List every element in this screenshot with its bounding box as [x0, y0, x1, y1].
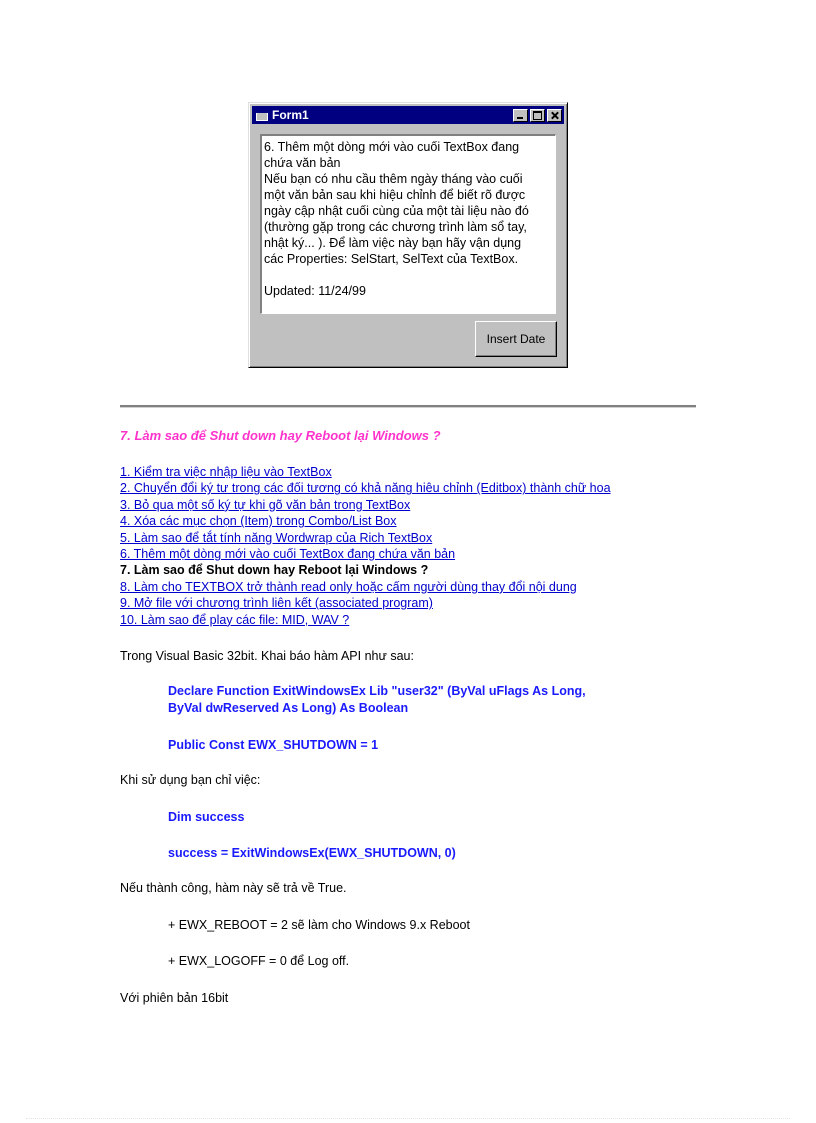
maximize-icon[interactable]	[530, 109, 545, 122]
toc-link-10[interactable]: 10. Làm sao để play các file: MID, WAV ?	[120, 612, 350, 627]
window-title: Form1	[272, 108, 309, 122]
version16-paragraph: Với phiên bản 16bit	[120, 991, 229, 1005]
toc-link-1[interactable]: 1. Kiểm tra việc nhập liệu vào TextBox	[120, 465, 332, 479]
textbox-line: Nếu bạn có nhu cầu thêm ngày tháng vào cuối	[264, 172, 523, 186]
page-bottom-border	[26, 1118, 790, 1119]
form1-window	[248, 102, 568, 368]
toc-link-6[interactable]: 6. Thêm một dòng mới vào cuối TextBox đang chứa văn bản	[120, 547, 456, 562]
form-app-icon	[255, 108, 269, 122]
close-icon[interactable]	[547, 109, 562, 122]
toc-link-9[interactable]: 9. Mở file với chương trình liên kết (associated program)	[120, 596, 433, 611]
section-heading: 7. Làm sao để Shut down hay Reboot lại Windows ?	[120, 428, 441, 443]
call-code-line: success = ExitWindowsEx(EWX_SHUTDOWN, 0)	[168, 846, 456, 860]
table-of-contents	[120, 464, 611, 628]
horizontal-rule	[120, 405, 696, 408]
declare-code-block	[168, 683, 586, 717]
toc-current-item: 7. Làm sao để Shut down hay Reboot lại Windows ?	[120, 563, 429, 578]
textbox-line: chứa văn bản	[264, 156, 341, 170]
code-line: ByVal dwReserved As Long) As Boolean	[168, 701, 409, 715]
toc-link-3[interactable]: 3. Bỏ qua một số ký tự khi gõ văn bản trong TextBox	[120, 497, 411, 512]
textbox-line: các Properties: SelStart, SelText của TextBox.	[264, 252, 519, 266]
result-paragraph: Nếu thành công, hàm này sẽ trả về True.	[120, 881, 347, 895]
usage-paragraph: Khi sử dụng bạn chỉ việc:	[120, 773, 261, 787]
toc-link-5[interactable]: 5. Làm sao để tắt tính năng Wordwrap của Rich TextBox	[120, 530, 433, 545]
const-code-line: Public Const EWX_SHUTDOWN = 1	[168, 738, 379, 752]
toc-link-2[interactable]: 2. Chuyển đổi ký tự trong các đối tượng có khả năng hiệu chỉnh (Editbox) thành chữ hoa	[120, 481, 611, 496]
textbox-line: (thường gặp trong các chương trình làm sổ tay,	[264, 220, 527, 234]
textbox-line: Updated: 11/24/99	[264, 284, 366, 298]
dim-code-line: Dim success	[168, 810, 245, 824]
logoff-note: + EWX_LOGOFF = 0 để Log off.	[168, 954, 350, 968]
toc-link-8[interactable]: 8. Làm cho TEXTBOX trở thành read only hoặc cấm người dùng thay đổi nội dung	[120, 579, 577, 594]
intro-paragraph: Trong Visual Basic 32bit. Khai báo hàm API như sau:	[120, 649, 414, 663]
form1-titlebar[interactable]	[252, 106, 564, 124]
multiline-textbox[interactable]	[260, 134, 556, 314]
minimize-icon[interactable]	[513, 109, 528, 122]
toc-link-4[interactable]: 4. Xóa các mục chọn (Item) trong Combo/List Box	[120, 514, 397, 529]
insert-date-button[interactable]: Insert Date	[475, 321, 557, 357]
textbox-line: ngày cập nhật cuối cùng của một tài liệu nào đó	[264, 204, 529, 218]
textbox-line: 6. Thêm một dòng mới vào cuối TextBox đang	[264, 140, 520, 154]
reboot-note: + EWX_REBOOT = 2 sẽ làm cho Windows 9.x Reboot	[168, 918, 470, 932]
textbox-line	[264, 267, 553, 283]
textbox-line: nhật ký... ). Để làm việc này bạn hãy vận dụng	[264, 236, 522, 250]
code-line: Declare Function ExitWindowsEx Lib "user32" (ByVal uFlags As Long,	[168, 684, 586, 698]
textbox-line: một văn bản sau khi hiệu chỉnh để biết rõ được	[264, 188, 526, 202]
